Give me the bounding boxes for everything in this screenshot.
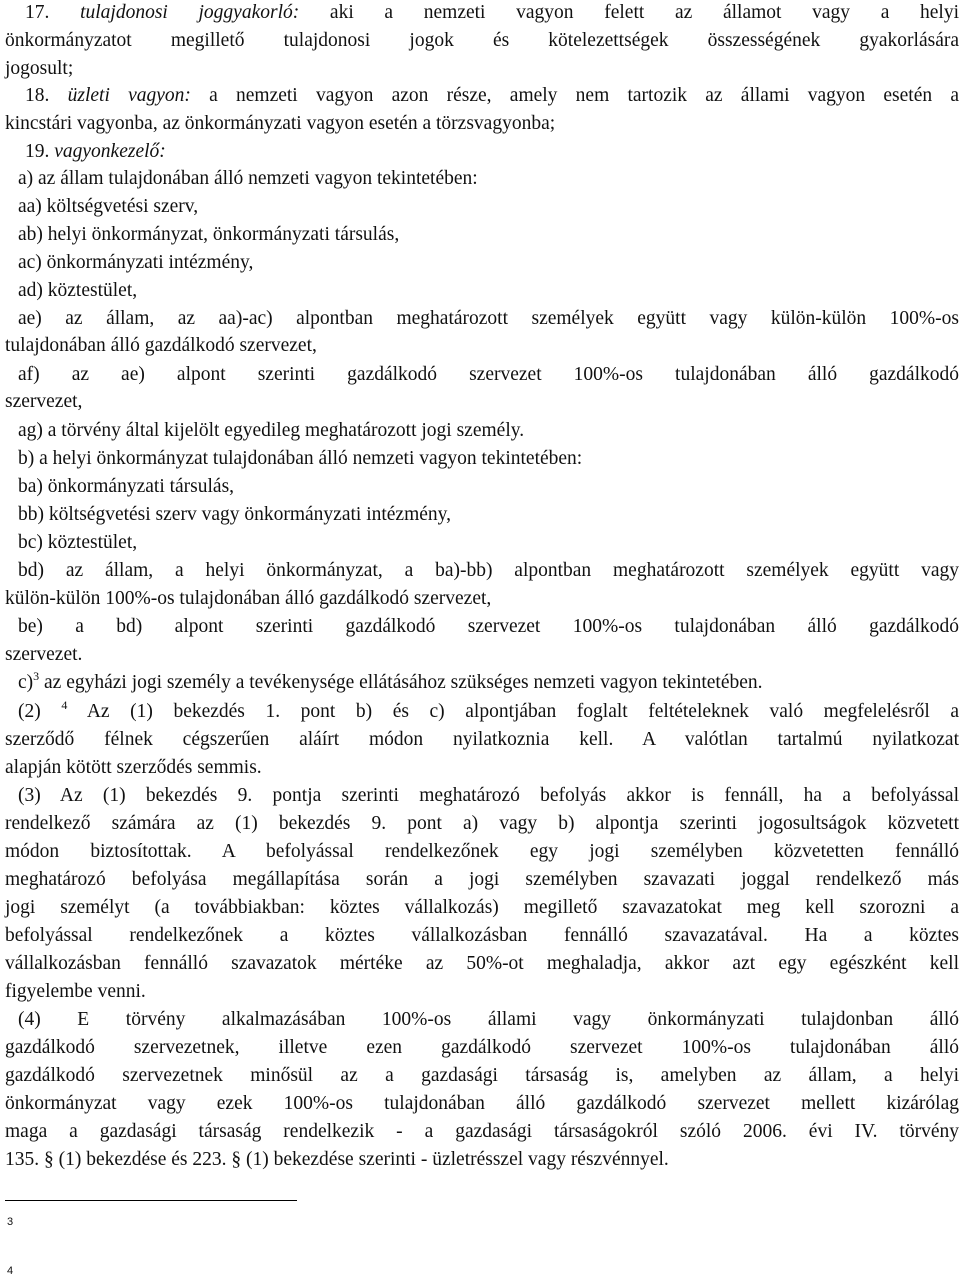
- paragraph-line: [18, 698, 959, 726]
- footnote-separator: [5, 1200, 297, 1201]
- paragraph-line: tulajdonában álló gazdálkodó szervezet,: [5, 335, 317, 356]
- footnote-ref[interactable]: 4: [61, 698, 68, 712]
- footnote-ref[interactable]: 3: [33, 669, 40, 683]
- item-number: 17.: [25, 2, 50, 23]
- paragraph-line: ba) önkormányzati társulás,: [18, 476, 235, 497]
- paragraph-line: gazdálkodó szervezetnek minősül az a gazdasági társaság is, amelyben az állam, a helyi: [5, 1065, 959, 1086]
- paragraph-line: ag) a törvény által kijelölt egyedileg meghatározott jogi személy.: [18, 420, 525, 441]
- paragraph-line: ab) helyi önkormányzat, önkormányzati társulás,: [18, 224, 400, 245]
- paragraph-line: bc) köztestület,: [18, 532, 138, 553]
- line-text: az egyházi jogi személy a tevékenysége ellátásához szükséges nemzeti vagyon tekintetében.: [44, 672, 763, 693]
- defined-term: vagyonkezelő:: [54, 141, 166, 162]
- paragraph-line: a) az állam tulajdonában álló nemzeti vagyon tekintetében:: [18, 168, 478, 189]
- item-number: 18.: [25, 85, 50, 106]
- paragraph-line: szervezet.: [5, 644, 83, 665]
- paragraph-line: alapján kötött szerződés semmis.: [5, 757, 262, 778]
- paragraph-line: figyelembe venni.: [5, 981, 146, 1002]
- paragraph-line: maga a gazdasági társaság rendelkezik - a gazdasági társaságokról szóló 2006. évi IV. törvény: [5, 1121, 959, 1142]
- footnote-4: 4: [7, 1265, 14, 1277]
- paragraph-line: külön-külön 100%-os tulajdonában álló gazdálkodó szervezet,: [5, 588, 492, 609]
- paragraph-line: aa) költségvetési szerv,: [18, 196, 199, 217]
- paragraph-line: [25, 82, 959, 110]
- paragraph-line: befolyással rendelkezőnek a köztes vállalkozásban fennálló szavazatával. Ha a köztes: [5, 925, 959, 946]
- paragraph-line: meghatározó befolyása megállapítása során a jogi személyben szavazati joggal rendelkező más: [5, 869, 959, 890]
- item-number: 19.: [25, 141, 50, 162]
- item-label: c): [18, 672, 34, 693]
- paragraph-line: be) a bd) alpont szerinti gazdálkodó szervezet 100%-os tulajdonában álló gazdálkodó: [18, 616, 959, 637]
- paragraph-line: gazdálkodó szervezetnek, illetve ezen gazdálkodó szervezet 100%-os tulajdonában álló: [5, 1037, 959, 1058]
- line-text: aki a nemzeti vagyon felett az államot vagy a helyi: [329, 2, 960, 23]
- paragraph-line: bb) költségvetési szerv vagy önkormányzati intézmény,: [18, 504, 452, 525]
- paragraph-line: szerződő félnek cégszerűen aláírt módon nyilatkoznia kell. A valótlan tartalmú nyilatkozat: [5, 729, 959, 750]
- paragraph-line: [18, 669, 959, 697]
- paragraph-line: b) a helyi önkormányzat tulajdonában álló nemzeti vagyon tekintetében:: [18, 448, 583, 469]
- defined-term: tulajdonosi joggyakorló:: [80, 2, 300, 23]
- paragraph-line: ac) önkormányzati intézmény,: [18, 252, 254, 273]
- paragraph-line: (3) Az (1) bekezdés 9. pontja szerinti meghatározó befolyás akkor is fennáll, ha a befolyással: [18, 785, 959, 806]
- footnote-3: 3: [7, 1216, 14, 1228]
- paragraph-line: önkormányzat vagy ezek 100%-os tulajdonában álló gazdálkodó szervezet mellett kizárólag: [5, 1093, 959, 1114]
- paragraph-line: szervezet,: [5, 391, 83, 412]
- paragraph-line: rendelkező számára az (1) bekezdés 9. pont a) vagy b) alpontja szerinti jogosultságok közvetett: [5, 813, 959, 834]
- paragraph-line: vállalkozásban fennálló szavazatok mértéke az 50%-ot meghaladja, akkor azt egy egészként kell: [5, 953, 959, 974]
- line-text: a nemzeti vagyon azon része, amely nem tartozik az állami vagyon esetén a: [209, 85, 959, 106]
- line-text: Az (1) bekezdés 1. pont b) és c) alpontjában foglalt feltételeknek való megfelelésről a: [86, 701, 959, 722]
- paragraph-line: bd) az állam, a helyi önkormányzat, a ba)-bb) alpontban meghatározott személyek együtt vagy: [18, 560, 959, 581]
- paragraph-line: ad) köztestület,: [18, 280, 138, 301]
- paragraph-line: [25, 0, 959, 27]
- paragraph-line: módon biztosítottak. A befolyással rendelkezőnek egy jogi személyben közvetetten fennálló: [5, 841, 959, 862]
- paragraph-line: ae) az állam, az aa)-ac) alpontban meghatározott személyek együtt vagy külön-külön 100%-os: [18, 308, 959, 329]
- paragraph-line: önkormányzatot megillető tulajdonosi jogok és kötelezettségek összességének gyakorlására: [5, 30, 959, 51]
- paragraph-line: kincstári vagyonba, az önkormányzati vagyon esetén a törzsvagyonba;: [5, 113, 556, 134]
- item-label: (2): [18, 701, 41, 722]
- paragraph-line: [25, 138, 959, 166]
- paragraph-line: 135. § (1) bekezdése és 223. § (1) bekezdése szerinti - üzletrésszel vagy részvénnyel.: [5, 1149, 669, 1170]
- defined-term: üzleti vagyon:: [67, 85, 191, 106]
- paragraph-line: jogosult;: [5, 58, 74, 79]
- paragraph-line: jogi személyt (a továbbiakban: köztes vállalkozás) megillető szavazatokat meg kell szorozni a: [5, 897, 959, 918]
- paragraph-line: (4) E törvény alkalmazásában 100%-os állami vagy önkormányzati tulajdonban álló: [18, 1009, 959, 1030]
- paragraph-line: af) az ae) alpont szerinti gazdálkodó szervezet 100%-os tulajdonában álló gazdálkodó: [18, 364, 959, 385]
